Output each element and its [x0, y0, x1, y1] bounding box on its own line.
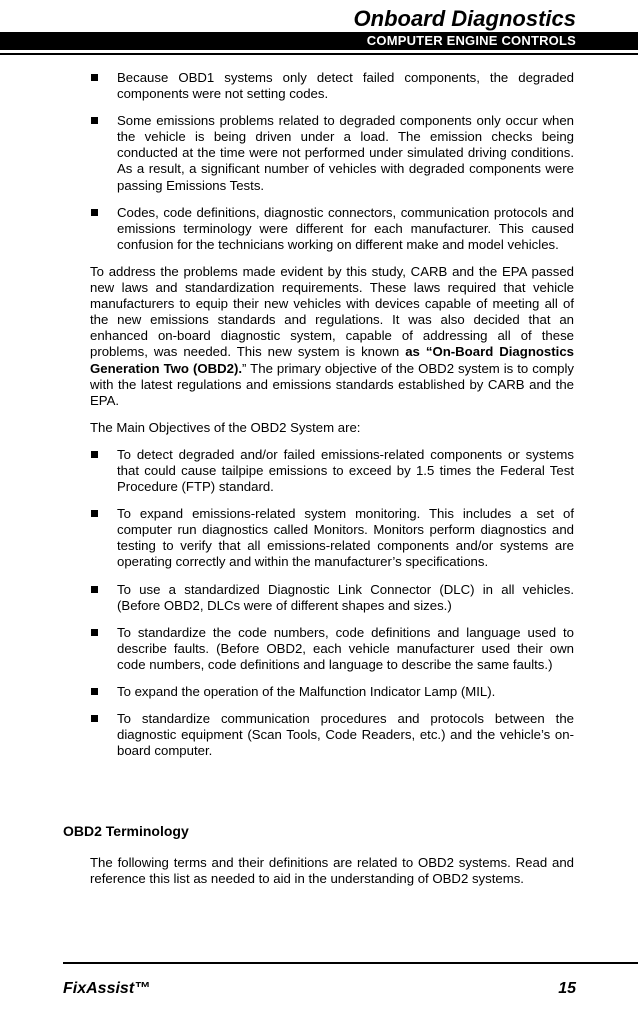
list-item-text: Some emissions problems related to degraded components only occur when the vehicle is being driven under a load. The emission checks being conducted at the time were not performed under simulated driving conditions. As a result, a significant number of vehicles with degraded components were passing Emissions Tests.	[117, 113, 574, 193]
address-paragraph-text-end: ” The primary objective of the OBD2 system is to comply with the latest regulations and emissions standards established by CARB and the EPA.	[90, 360, 574, 408]
list-item	[90, 447, 574, 495]
page-header	[0, 0, 638, 60]
obd2-definition-bold: as “On-Board Diagnostics Generation Two (OBD2).	[90, 344, 574, 376]
list-item	[90, 684, 574, 700]
list-item-text: Because OBD1 systems only detect failed components, the degraded components were not setting codes.	[117, 70, 574, 102]
list-item-text: To expand the operation of the Malfunction Indicator Lamp (MIL).	[117, 684, 496, 699]
square-bullet-icon	[91, 117, 98, 124]
square-bullet-icon	[91, 451, 98, 458]
header-title: Onboard Diagnostics	[353, 6, 576, 31]
list-item	[90, 582, 574, 614]
list-item	[90, 711, 574, 759]
square-bullet-icon	[91, 74, 98, 81]
list-item-text: To detect degraded and/or failed emissions-related components or systems that could cause tailpipe emissions to exceed by 1.5 times the Federal Test Procedure (FTP) standard.	[117, 446, 574, 495]
header-rule	[0, 53, 638, 55]
list-item	[90, 70, 574, 102]
header-subtitle: COMPUTER ENGINE CONTROLS	[366, 33, 576, 48]
list-item	[90, 205, 574, 253]
footer-rule	[63, 962, 638, 964]
square-bullet-icon	[91, 586, 98, 593]
address-paragraph	[90, 264, 574, 409]
square-bullet-icon	[91, 510, 98, 517]
page-body	[90, 70, 574, 770]
list-item	[90, 506, 574, 570]
section-heading: OBD2 Terminology	[63, 823, 189, 839]
square-bullet-icon	[91, 209, 98, 216]
list-item	[90, 625, 574, 673]
list-item-text: Codes, code definitions, diagnostic connectors, communication protocols and emissions terminology were different for each manufacturer. This caused confusion for the technicians working on different make and model vehicles.	[117, 204, 574, 252]
objectives-intro: The Main Objectives of the OBD2 System are:	[90, 419, 361, 435]
footer-brand: FixAssist™	[63, 980, 151, 997]
list-item-text: To standardize the code numbers, code definitions and language used to describe faults. (Before OBD2, each vehicle manufacturer used their own code numbers, code definitions and language to describe the same faults.)	[117, 624, 574, 672]
page-number: 15	[558, 980, 576, 997]
list-item-text: To use a standardized Diagnostic Link Connector (DLC) in all vehicles. (Before OBD2, DLCs were of different shapes and sizes.)	[117, 581, 574, 613]
list-item	[90, 113, 574, 193]
square-bullet-icon	[91, 715, 98, 722]
section-paragraph: The following terms and their definitions are related to OBD2 systems. Read and reference this list as needed to aid in the understanding of OBD2 systems.	[90, 855, 574, 887]
address-paragraph-text: To address the problems made evident by this study, CARB and the EPA passed new laws and standardization requirements. These laws required that vehicle manufacturers to equip their new vehicles with devices capable of meeting all of the new emissions standards and regulations. It was also decided that an enhanced on-board diagnostic system, capable of addressing all of these problems, was needed. This new system is known	[90, 263, 574, 360]
list-item-text: To standardize communication procedures and protocols between the diagnostic equipment (Scan Tools, Code Readers, etc.) and the vehicle’s on-board computer.	[117, 711, 574, 759]
square-bullet-icon	[91, 688, 98, 695]
list-item-text: To expand emissions-related system monitoring. This includes a set of computer run diagnostics called Monitors. Monitors perform diagnostics and testing to verify that all emissions-related components and/or systems are operating correctly and within the manufacturer’s specifications.	[117, 506, 574, 570]
square-bullet-icon	[91, 629, 98, 636]
